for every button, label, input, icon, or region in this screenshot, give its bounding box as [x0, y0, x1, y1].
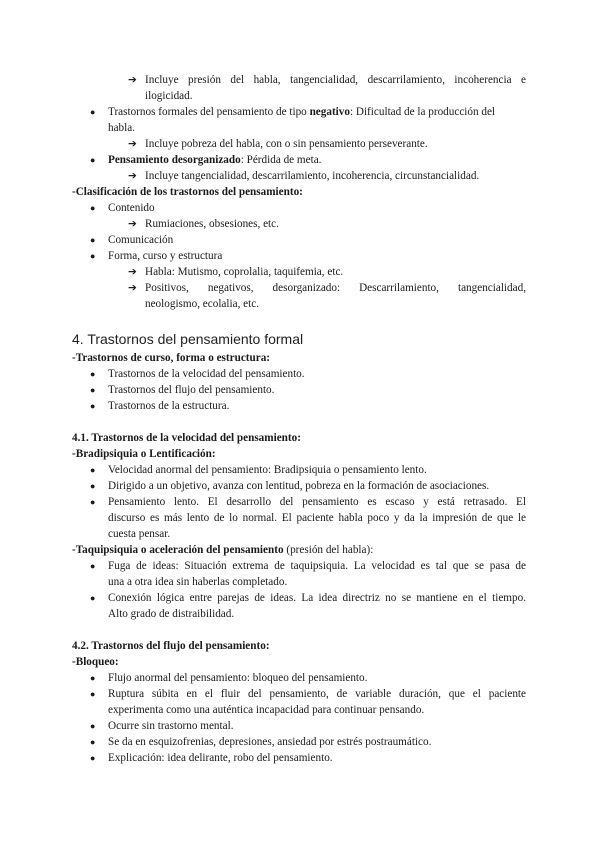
- section42-title: [72, 638, 270, 654]
- bullet-desorganizado: [108, 152, 321, 168]
- bradi-item: Dirigido a un objetivo, avanza con lentitud, pobreza en la formación de asociaciones.: [108, 480, 490, 492]
- intro-arrow1-line2: ilogicidad.: [145, 90, 193, 102]
- bullet-icon: ●: [90, 481, 96, 491]
- bloqueo-heading: [72, 654, 119, 670]
- section4-title: 4. Trastornos del pensamiento formal: [72, 331, 304, 347]
- bullet-icon: ●: [90, 401, 96, 411]
- section4-item: Trastornos del flujo del pensamiento.: [108, 384, 275, 396]
- bullet-icon: ●: [90, 385, 96, 395]
- section41-title: [72, 430, 301, 446]
- bullet-icon: ●: [90, 465, 96, 475]
- bullet-icon: ●: [90, 737, 96, 747]
- taqui-item1-line1: Fuga de ideas: Situación extrema de taquipsiquia. La velocidad es tal que se pasa de: [108, 560, 526, 572]
- bloqueo-item5: Explicación: idea delirante, robo del pensamiento.: [108, 752, 333, 764]
- bloqueo-item2-line2: experimenta como una auténtica incapacidad para continuar pensando.: [108, 704, 425, 716]
- bullet-icon: ●: [90, 561, 96, 571]
- clasificacion-forma-arrow1: Habla: Mutismo, coprolalia, taquifemia, etc.: [145, 266, 344, 278]
- arrow-icon: ➔: [128, 138, 137, 150]
- bullet-icon: ●: [90, 203, 96, 213]
- bullet-icon: ●: [90, 673, 96, 683]
- clasificacion-contenido: Contenido: [108, 202, 155, 214]
- taqui-item2-line2: Alto grado de distraibilidad.: [108, 608, 235, 620]
- bullet-icon: ●: [90, 155, 96, 165]
- section4-item: Trastornos de la velocidad del pensamiento.: [108, 368, 305, 380]
- bradi-item3-line2: discurso es más lento de lo normal. El paciente habla poco y da la impresión de que le: [108, 512, 526, 524]
- bullet-icon: ●: [90, 689, 96, 699]
- bullet-icon: ●: [90, 251, 96, 261]
- section42-title-text: 4.2. Trastornos del flujo del pensamiento:: [72, 640, 270, 652]
- section4-item: Trastornos de la estructura.: [108, 400, 230, 412]
- clasificacion-heading-text: -Clasificación de los trastornos del pensamiento:: [72, 186, 303, 198]
- bullet-negativo-pre: Trastornos formales del pensamiento de tipo: [108, 106, 310, 118]
- bloqueo-item3: Ocurre sin trastorno mental.: [108, 720, 234, 732]
- bloqueo-item1: Flujo anormal del pensamiento: bloqueo del pensamiento.: [108, 672, 368, 684]
- bullet-icon: ●: [90, 497, 96, 507]
- section41-title-text: 4.1. Trastornos de la velocidad del pensamiento:: [72, 432, 301, 444]
- taqui-heading-bold: -Taquipsiquia o aceleración del pensamiento: [72, 544, 284, 556]
- taqui-heading: [72, 542, 373, 558]
- bullet-negativo-post: : Dificultad de la producción del: [349, 106, 496, 118]
- bradi-heading-text: -Bradipsiquia o Lentificación:: [72, 448, 216, 460]
- bradi-heading: [72, 446, 216, 462]
- arrow-icon: ➔: [128, 282, 137, 294]
- bradi-item3-line1: Pensamiento lento. El desarrollo del pensamiento es escaso y está retrasado. El: [108, 496, 526, 508]
- taqui-item1-line2: una a otra idea sin haberlas completado.: [108, 576, 288, 588]
- clasificacion-heading: [72, 184, 303, 200]
- intro-arrow1-line1: Incluye presión del habla, tangencialidad, descarrilamiento, incoherencia e: [145, 74, 526, 86]
- clasificacion-forma-arrow2-line1: Positivos, negativos, desorganizado: Descarrilamiento, tangencialidad,: [145, 282, 526, 294]
- arrow-icon: ➔: [128, 218, 137, 230]
- bullet-negativo-bold: negativo: [309, 106, 350, 118]
- bullet-icon: ●: [90, 107, 96, 117]
- bloqueo-heading-text: -Bloqueo:: [72, 656, 119, 668]
- bullet-icon: ●: [90, 721, 96, 731]
- bradi-item3-line3: cuesta pensar.: [108, 528, 171, 540]
- bullet-negativo-line2: habla.: [108, 122, 136, 134]
- bullet-icon: ●: [90, 369, 96, 379]
- arrow-icon: ➔: [128, 74, 137, 86]
- bullet-desorganizado-post: : Pérdida de meta.: [240, 154, 322, 166]
- clasificacion-comunicacion: Comunicación: [108, 234, 174, 246]
- clasificacion-forma-arrow2-line2: neologismo, ecolalia, etc.: [145, 298, 260, 310]
- bullet-desorganizado-bold: Pensamiento desorganizado: [108, 154, 241, 166]
- taqui-item2-line1: Conexión lógica entre parejas de ideas. La idea directriz no se mantiene en el tiempo.: [108, 592, 526, 604]
- arrow-icon: ➔: [128, 266, 137, 278]
- bullet-negativo: [108, 104, 495, 120]
- bullet-icon: ●: [90, 753, 96, 763]
- arrow-icon: ➔: [128, 170, 137, 182]
- intro-arrow2: Incluye pobreza del habla, con o sin pensamiento perseverante.: [145, 138, 428, 150]
- bloqueo-item2-line1: Ruptura súbita en el fluir del pensamiento, de variable duración, que el paciente: [108, 688, 526, 700]
- bradi-item: Velocidad anormal del pensamiento: Bradipsiquia o pensamiento lento.: [108, 464, 427, 476]
- bloqueo-item4: Se da en esquizofrenias, depresiones, ansiedad por estrés postraumático.: [108, 736, 432, 748]
- section4-subheading-text: -Trastornos de curso, forma o estructura:: [72, 352, 271, 364]
- clasificacion-contenido-arrow: Rumiaciones, obsesiones, etc.: [145, 218, 279, 230]
- bullet-icon: ●: [90, 593, 96, 603]
- section4-subheading: [72, 350, 270, 366]
- intro-arrow3: Incluye tangencialidad, descarrilamiento, incoherencia, circunstancialidad.: [145, 170, 480, 182]
- bullet-icon: ●: [90, 235, 96, 245]
- clasificacion-forma: Forma, curso y estructura: [108, 250, 223, 262]
- taqui-heading-rest: (presión del habla):: [283, 544, 374, 556]
